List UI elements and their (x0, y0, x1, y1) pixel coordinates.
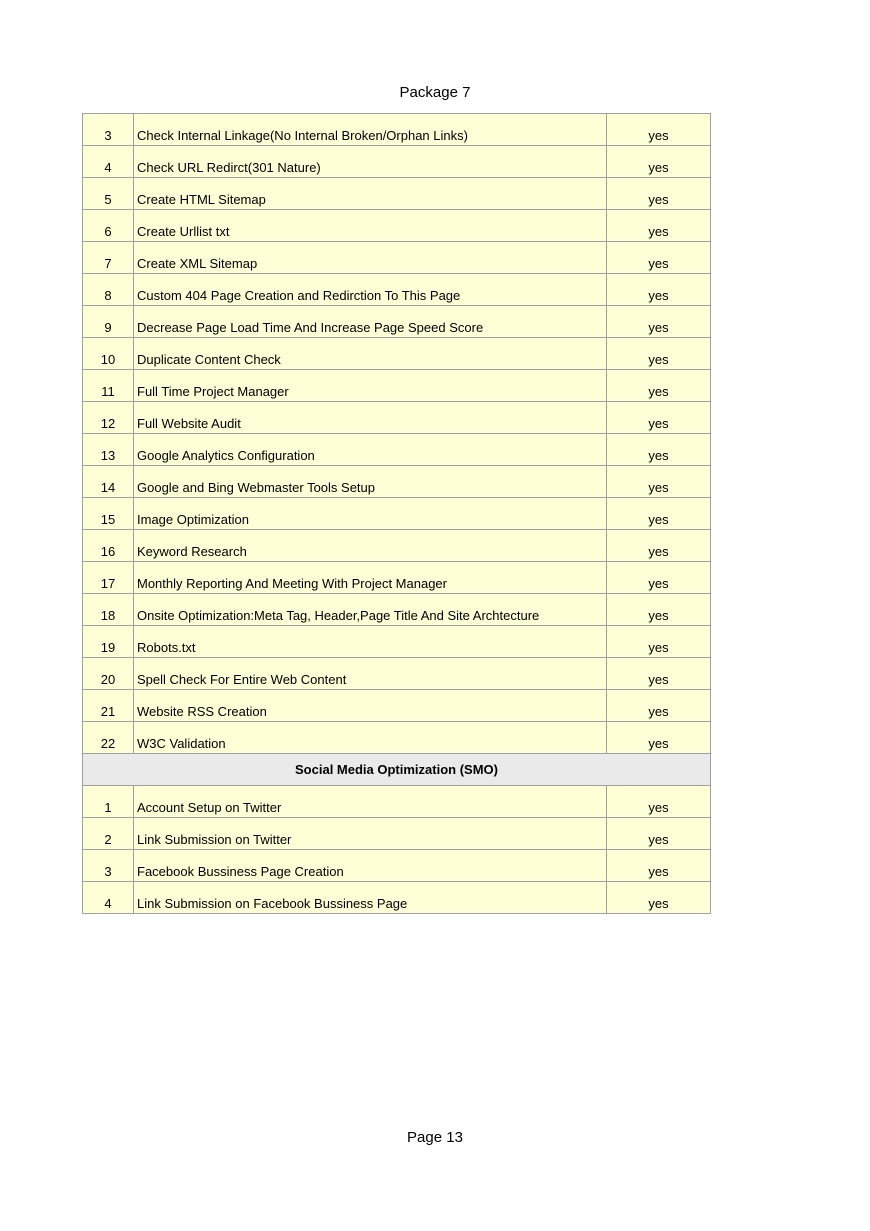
row-status: yes (607, 690, 711, 722)
row-status: yes (607, 850, 711, 882)
table-row (83, 594, 711, 626)
table-row (83, 402, 711, 434)
row-task: Link Submission on Twitter (134, 818, 607, 850)
row-status: yes (607, 434, 711, 466)
table-row (83, 242, 711, 274)
table-row (83, 690, 711, 722)
row-task: Create HTML Sitemap (134, 178, 607, 210)
table-row (83, 178, 711, 210)
table-row (83, 306, 711, 338)
section-title: Social Media Optimization (SMO) (83, 754, 711, 786)
row-task: Full Time Project Manager (134, 370, 607, 402)
row-number: 6 (83, 210, 134, 242)
row-status: yes (607, 274, 711, 306)
row-number: 19 (83, 626, 134, 658)
row-number: 15 (83, 498, 134, 530)
row-number: 17 (83, 562, 134, 594)
row-task: Google Analytics Configuration (134, 434, 607, 466)
row-number: 7 (83, 242, 134, 274)
row-status: yes (607, 562, 711, 594)
row-status: yes (607, 210, 711, 242)
row-number: 8 (83, 274, 134, 306)
table-row (83, 562, 711, 594)
row-status: yes (607, 818, 711, 850)
row-status: yes (607, 882, 711, 914)
row-number: 3 (83, 850, 134, 882)
row-status: yes (607, 114, 711, 146)
row-number: 13 (83, 434, 134, 466)
row-task: Custom 404 Page Creation and Redirction To This Page (134, 274, 607, 306)
row-number: 22 (83, 722, 134, 754)
row-task: Keyword Research (134, 530, 607, 562)
row-task: Duplicate Content Check (134, 338, 607, 370)
row-number: 11 (83, 370, 134, 402)
row-task: Robots.txt (134, 626, 607, 658)
row-number: 4 (83, 882, 134, 914)
row-number: 20 (83, 658, 134, 690)
table-row (83, 434, 711, 466)
row-number: 12 (83, 402, 134, 434)
row-task: Link Submission on Facebook Bussiness Page (134, 882, 607, 914)
row-number: 1 (83, 786, 134, 818)
row-number: 14 (83, 466, 134, 498)
row-task: Create Urllist txt (134, 210, 607, 242)
row-status: yes (607, 178, 711, 210)
row-task: Spell Check For Entire Web Content (134, 658, 607, 690)
row-status: yes (607, 370, 711, 402)
row-task: Google and Bing Webmaster Tools Setup (134, 466, 607, 498)
row-status: yes (607, 594, 711, 626)
table-row (83, 626, 711, 658)
section-header-row (83, 754, 711, 786)
row-task: Image Optimization (134, 498, 607, 530)
row-task: W3C Validation (134, 722, 607, 754)
row-status: yes (607, 498, 711, 530)
row-status: yes (607, 530, 711, 562)
row-status: yes (607, 306, 711, 338)
table-row (83, 210, 711, 242)
row-task: Check URL Redirct(301 Nature) (134, 146, 607, 178)
row-task: Monthly Reporting And Meeting With Project Manager (134, 562, 607, 594)
table-row (83, 850, 711, 882)
table-row (83, 818, 711, 850)
row-task: Account Setup on Twitter (134, 786, 607, 818)
row-number: 10 (83, 338, 134, 370)
table-body (83, 114, 711, 914)
package-features-table (82, 113, 711, 914)
row-task: Full Website Audit (134, 402, 607, 434)
table-row (83, 146, 711, 178)
table-row (83, 786, 711, 818)
row-status: yes (607, 722, 711, 754)
table-row (83, 722, 711, 754)
row-task: Check Internal Linkage(No Internal Broken/Orphan Links) (134, 114, 607, 146)
row-number: 21 (83, 690, 134, 722)
row-number: 4 (83, 146, 134, 178)
row-task: Website RSS Creation (134, 690, 607, 722)
row-number: 2 (83, 818, 134, 850)
table-row (83, 498, 711, 530)
row-number: 3 (83, 114, 134, 146)
page-header-title: Package 7 (399, 84, 471, 101)
table-row (83, 114, 711, 146)
row-status: yes (607, 338, 711, 370)
row-task: Facebook Bussiness Page Creation (134, 850, 607, 882)
row-task: Onsite Optimization:Meta Tag, Header,Page Title And Site Archtecture (134, 594, 607, 626)
row-status: yes (607, 146, 711, 178)
row-status: yes (607, 786, 711, 818)
table-row (83, 882, 711, 914)
row-number: 9 (83, 306, 134, 338)
row-status: yes (607, 626, 711, 658)
table-row (83, 370, 711, 402)
row-number: 18 (83, 594, 134, 626)
row-number: 5 (83, 178, 134, 210)
row-task: Create XML Sitemap (134, 242, 607, 274)
row-status: yes (607, 402, 711, 434)
table-row (83, 658, 711, 690)
table-row (83, 274, 711, 306)
row-status: yes (607, 242, 711, 274)
row-status: yes (607, 658, 711, 690)
table-row (83, 338, 711, 370)
row-task: Decrease Page Load Time And Increase Page Speed Score (134, 306, 607, 338)
table-row (83, 530, 711, 562)
row-status: yes (607, 466, 711, 498)
table-row (83, 466, 711, 498)
page-number: Page 13 (407, 1129, 463, 1146)
row-number: 16 (83, 530, 134, 562)
